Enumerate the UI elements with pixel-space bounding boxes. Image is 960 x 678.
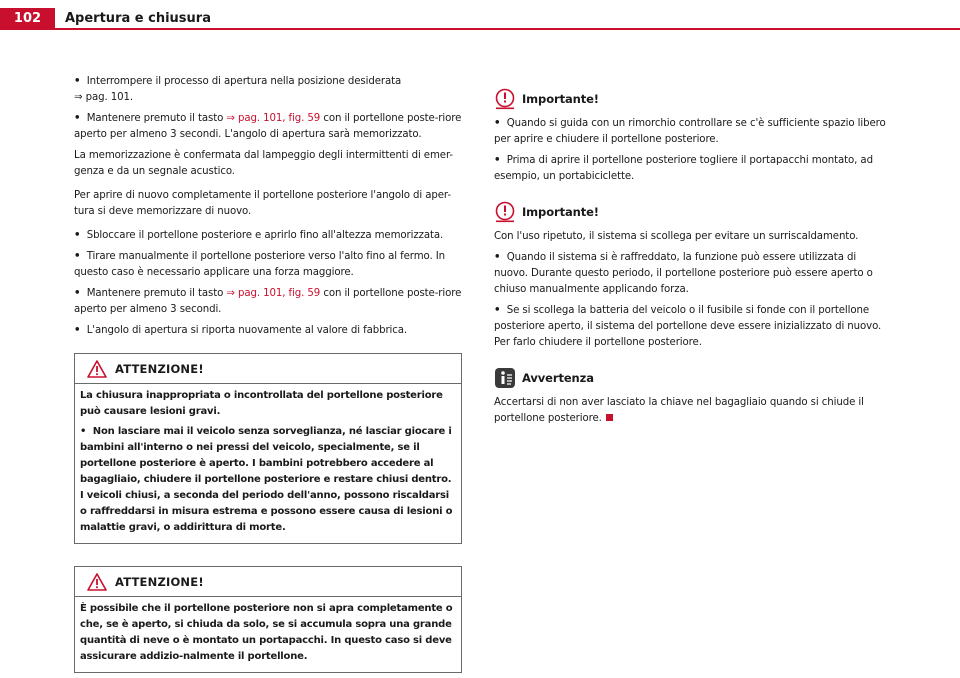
warning-header [75,354,461,384]
warning-text: È possibile che il portellone posteriore non si apra completamente o che, se è aperto, si chiuda da solo, se si accumula sopra una grande quantità di neve o è montato un portapacchi. In questo caso si deve assicurare addizio-nalmente il portellone. [80,603,453,662]
paragraph: La memorizzazione è confermata dal lampeggio degli intermittenti di emer-genza e da un segnale acustico. [74,150,453,177]
note-section [494,367,886,427]
note-text: Accertarsi di non aver lasciato la chiave nel bagagliaio quando si chiude il portellone posteriore. [494,397,864,424]
list-item: • Interrompere il processo di apertura nella posizione desiderata ⇒ pag. 101. [74,76,402,103]
important-header [494,88,886,110]
important-title: Importante! [522,92,599,106]
warning-intro: La chiusura inappropriata o incontrollata del portellone posteriore può causare lesioni gravi. [80,390,443,417]
list-item: • Sbloccare il portellone posteriore e aprirlo fino all'altezza memorizzata. [74,230,444,241]
page-number: 102 [0,8,55,29]
exclamation-circle-icon [494,88,516,110]
important-section [494,88,886,185]
warning-bullet: • Non lasciare mai il veicolo senza sorveglianza, né lasciar giocare i bambini all'interno o nei pressi del veicolo, specialmente, se il portellone posteriore è aperto. I bambini potrebbero accedere al bagagliaio, chiudere il portellone posteriore e restare chiusi dentro. I veicoli chiusi, a seconda del periodo dell'anno, possono riscaldarsi o raffreddarsi in misura estrema e possono essere causa di lesioni o malattie gravi, o addirittura di morte. [80,426,453,533]
figure-link[interactable]: ⇒ pag. 101, fig. 59 [226,113,321,124]
list-item: • Mantenere premuto il tasto ⇒ pag. 101, fig. 59 con il portellone poste-riore aperto per almeno 3 secondi. L'angolo di apertura sarà memorizzato. [74,113,462,140]
paragraph: Per aprire di nuovo completamente il portellone posteriore l'angolo di aper-tura si deve memorizzare di nuovo. [74,190,451,217]
list-item: • Prima di aprire il portellone posteriore togliere il portapacchi montato, ad esempio, un portabiciclette. [494,155,873,182]
list-item: • Se si scollega la batteria del veicolo o il fusibile si fonde con il portellone posteriore aperto, il sistema del portellone deve essere inizializzato di nuovo. Per farlo chiudere il portellone posteriore. [494,305,882,348]
list-item: • Quando il sistema si è raffreddato, la funzione può essere utilizzata di nuovo. Durante questo periodo, il portellone posteriore può essere aperto o chiuso manualmente applicando forza. [494,252,873,295]
list-item: • Tirare manualmente il portellone posteriore verso l'alto fino al fermo. In questo caso è necessario applicare una forza maggiore. [74,251,446,278]
warning-triangle-icon [87,360,107,378]
warning-header [75,567,461,597]
warning-title: ATTENZIONE! [115,574,204,589]
left-column [74,74,462,678]
page-title: Apertura e chiusura [65,11,211,26]
important-title: Importante! [522,205,599,219]
list-item: • L'angolo di apertura si riporta nuovamente al valore di fabbrica. [74,325,408,336]
list-item: • Mantenere premuto il tasto ⇒ pag. 101, fig. 59 con il portellone poste-riore aperto per almeno 3 secondi. [74,288,462,315]
end-of-section-marker [606,414,613,421]
warning-triangle-icon [87,573,107,591]
page-reference: ⇒ pag. 101. [74,92,134,103]
warning-box [74,566,462,673]
important-section [494,201,886,351]
exclamation-circle-icon [494,201,516,223]
page-header [0,0,960,30]
figure-link[interactable]: ⇒ pag. 101, fig. 59 [226,288,321,299]
list-item: • Quando si guida con un rimorchio controllare se c'è sufficiente spazio libero per aprire e chiudere il portellone posteriore. [494,118,886,145]
warning-body [75,384,461,543]
warning-box [74,353,462,544]
warning-body [75,597,461,672]
paragraph: Con l'uso ripetuto, il sistema si scollega per evitare un surriscaldamento. [494,231,859,242]
header-rule [0,28,960,30]
note-header [494,367,886,389]
warning-title: ATTENZIONE! [115,361,204,376]
note-title: Avvertenza [522,371,594,385]
important-header [494,201,886,223]
info-note-icon [494,367,516,389]
right-column [494,88,886,443]
